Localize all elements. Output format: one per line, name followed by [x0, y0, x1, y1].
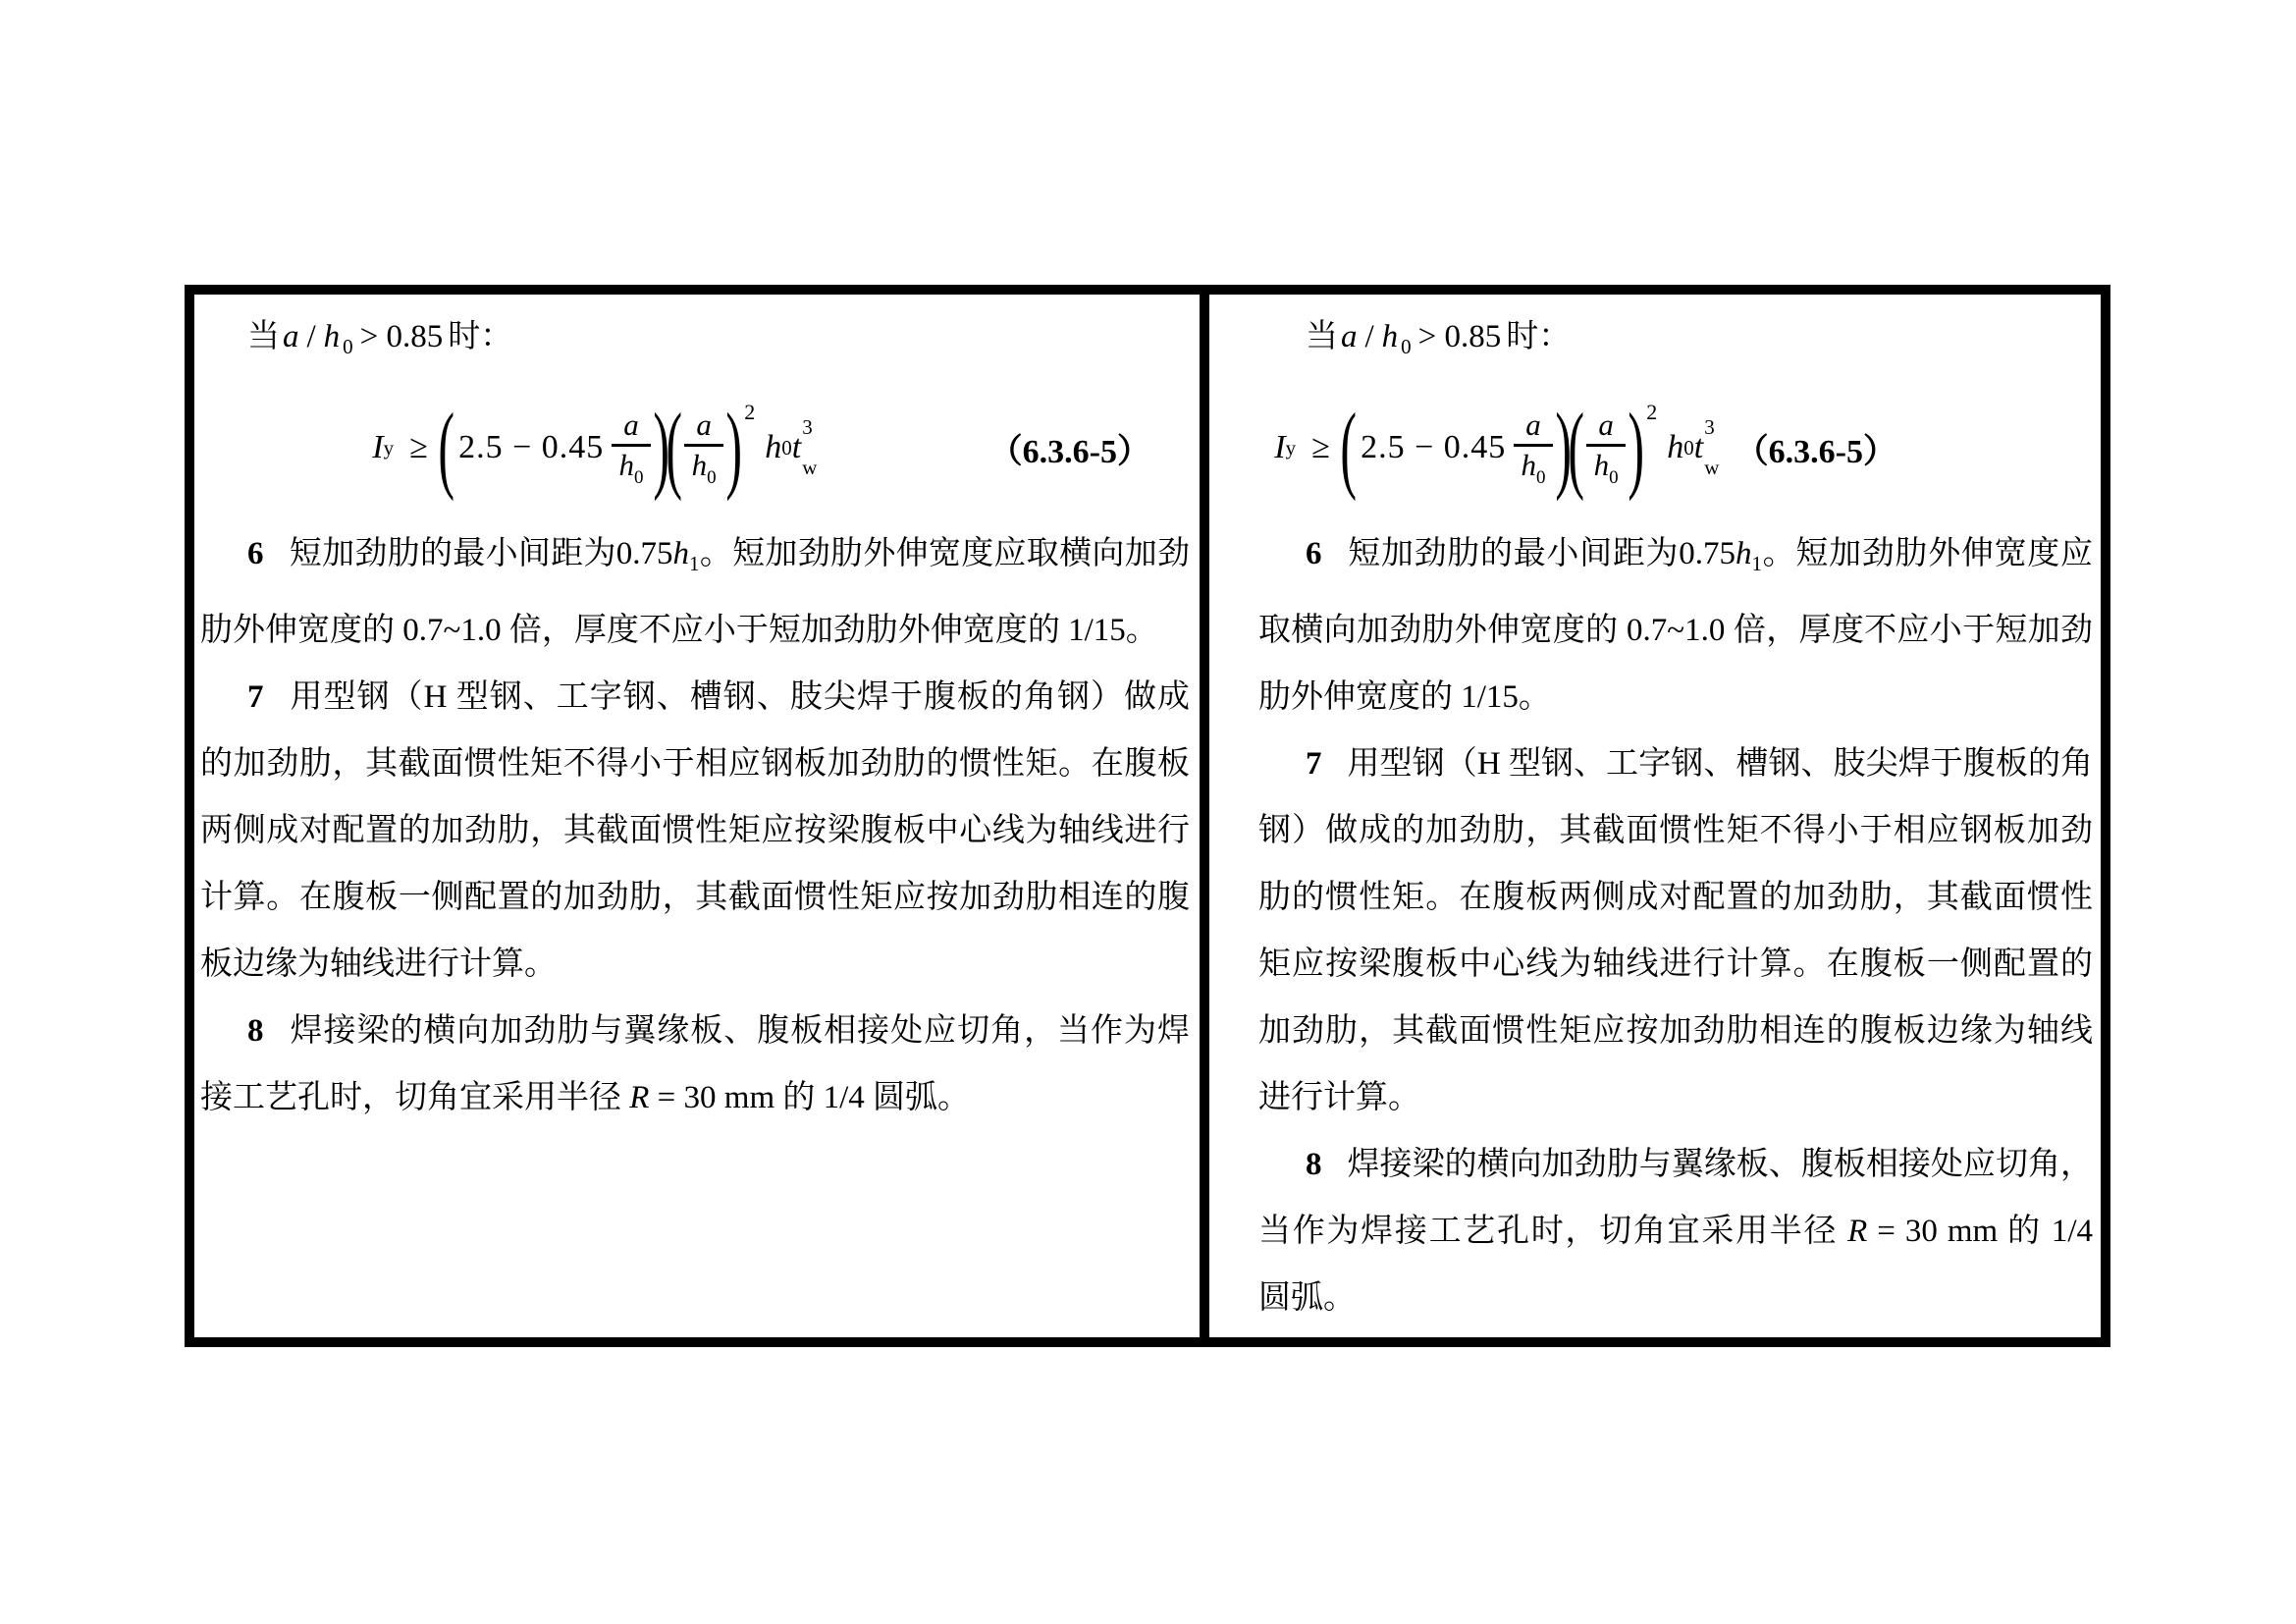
intro-h-subscript: 0	[343, 335, 353, 358]
intro-post-text: 时：	[448, 319, 513, 354]
text-segment: H	[423, 679, 456, 715]
fraction-a-over-h0	[684, 407, 723, 488]
intro-condition-line	[1258, 302, 2093, 381]
left-column-cell	[194, 295, 1200, 1337]
paragraph-number: 7	[1306, 746, 1322, 782]
paragraph-body	[1258, 1147, 2093, 1316]
paragraph-number: 8	[1306, 1147, 1322, 1182]
text-segment: 0.75	[615, 536, 673, 571]
formula-lhs-subscript: y	[383, 435, 395, 460]
fraction-numerator: a	[1586, 407, 1626, 448]
intro-slash: /	[1364, 319, 1374, 354]
var-h-subscript: 0	[1683, 435, 1694, 460]
text-segment: 焊接梁的横向加劲肋与翼缘板、腹板相接处应切角，当作为焊接工艺孔时，切角宜采用半径	[1258, 1147, 2093, 1249]
formula-6-3-6-5	[1274, 393, 1720, 502]
text-segment: 0.7~1.0	[1618, 613, 1734, 648]
text-segment: R	[1847, 1214, 1868, 1249]
fraction-numerator: a	[1514, 407, 1553, 448]
formula-6-3-6-5	[372, 393, 818, 502]
var-t: t	[791, 429, 802, 465]
denominator-var: h	[691, 448, 708, 483]
var-h: h	[1667, 429, 1684, 465]
close-paren: )	[653, 393, 669, 502]
fraction-a-over-h0	[1514, 407, 1553, 488]
close-paren: )	[725, 393, 742, 502]
relation-symbol: ≥	[409, 429, 428, 465]
denominator-var: h	[618, 448, 635, 483]
right-column-cell	[1209, 295, 2101, 1337]
squared-exponent: 2	[1646, 400, 1658, 424]
text-segment: 1/15	[1453, 679, 1519, 715]
formula-row	[1258, 383, 2093, 513]
denominator-var: h	[1521, 448, 1537, 483]
relation-symbol: ≥	[1311, 429, 1330, 465]
text-segment: 短加劲肋的最小间距为	[1347, 536, 1680, 571]
text-segment: 0.7~1.0	[395, 613, 509, 648]
text-segment: 。	[1518, 679, 1551, 715]
text-segment: 焊接梁的横向加劲肋与翼缘板、腹板相接处应切角，当作为焊接工艺孔时，切角宜采用半径	[200, 1013, 1190, 1115]
paragraph-6	[200, 520, 1190, 664]
text-segment: 倍，厚度不应小于短加劲肋外伸宽度的	[508, 613, 1060, 648]
text-segment: 圆弧。	[873, 1080, 971, 1115]
text-segment: 1/4	[823, 1080, 874, 1115]
coefficient: 2.5 − 0.45	[1361, 429, 1507, 465]
close-paren: )	[1628, 393, 1644, 502]
formula-lhs-var: I	[1274, 429, 1286, 465]
fraction-denominator	[1522, 447, 1546, 488]
paragraph-7	[1258, 731, 2093, 1131]
open-paren: (	[438, 393, 454, 502]
t-subscript: w	[802, 456, 818, 479]
text-segment: h	[672, 536, 690, 571]
text-segment: 的	[2007, 1214, 2052, 1249]
fraction-denominator	[1594, 447, 1619, 488]
text-segment: 的	[782, 1080, 824, 1115]
text-segment: H	[1476, 746, 1509, 782]
text-segment: 1	[689, 552, 700, 575]
text-segment: = 30 mm	[649, 1080, 783, 1115]
intro-var-h: h	[1381, 319, 1399, 354]
fraction-a-over-h0	[612, 407, 651, 488]
var-h: h	[765, 429, 782, 465]
intro-var-h: h	[323, 319, 341, 354]
open-paren: (	[1568, 393, 1585, 502]
squared-exponent: 2	[744, 400, 756, 424]
paragraph-6	[1258, 520, 2093, 731]
intro-post-text: 时：	[1506, 319, 1572, 354]
text-segment: 型钢、工字钢、槽钢、肢尖焊于腹板的角钢）做成的加劲肋，其截面惯性矩不得小于相应钢板加劲肋的惯性矩。在腹板两侧成对配置的加劲肋，其截面惯性矩应按梁腹板中心线为轴线进行计算。在腹板一侧配置的加劲肋，其截面惯性矩应按加劲肋相连的腹板边缘为轴线进行计算。	[1258, 746, 2094, 1115]
coefficient: 2.5 − 0.45	[458, 429, 605, 465]
fraction-numerator: a	[684, 407, 723, 448]
formula-row	[200, 383, 1190, 513]
t-superscript: 3	[802, 415, 813, 439]
denominator-subscript: 0	[1536, 467, 1546, 489]
fraction-denominator	[619, 447, 644, 488]
text-segment: 。短加劲肋外伸宽度应取横向加劲肋外伸宽度的	[200, 536, 1191, 648]
intro-var-a: a	[283, 319, 299, 354]
t-sup-sub-stack	[802, 417, 817, 478]
paragraph-8	[1258, 1131, 2093, 1331]
paragraph-7	[200, 664, 1190, 998]
denominator-var: h	[1593, 448, 1610, 483]
close-paren: )	[1555, 393, 1572, 502]
denominator-subscript: 0	[1609, 467, 1619, 489]
var-h-subscript: 0	[781, 435, 792, 460]
equation-number: （6.3.6-5）	[1735, 433, 1896, 470]
intro-condition-value: > 0.85	[1417, 319, 1502, 354]
fraction-a-over-h0	[1586, 407, 1626, 488]
text-segment: 。	[1125, 613, 1158, 648]
open-paren: (	[1340, 393, 1357, 502]
fraction-denominator	[692, 447, 717, 488]
text-segment: 用型钢（	[289, 679, 424, 715]
paragraph-body	[200, 1013, 1190, 1115]
fraction-numerator: a	[612, 407, 651, 448]
intro-h-subscript: 0	[1401, 335, 1412, 358]
text-segment: 。短加劲肋外伸宽度应取横向加劲肋外伸宽度的	[1258, 536, 2094, 648]
text-segment: = 30 mm	[1867, 1214, 2008, 1249]
paragraph-number: 8	[247, 1013, 264, 1049]
text-segment: 1/15	[1059, 613, 1126, 648]
text-segment: h	[1735, 536, 1752, 571]
paragraph-8	[200, 998, 1190, 1131]
paragraph-body	[1258, 536, 2093, 715]
equation-number: （6.3.6-5）	[988, 433, 1150, 470]
text-segment: 用型钢（	[1347, 746, 1477, 782]
two-column-table-box	[185, 285, 2110, 1347]
t-subscript: w	[1704, 456, 1720, 479]
t-superscript: 3	[1704, 415, 1715, 439]
denominator-subscript: 0	[634, 467, 644, 489]
formula-lhs-var: I	[372, 429, 384, 465]
column-divider	[1200, 295, 1209, 1337]
intro-condition-line	[200, 302, 1190, 381]
paragraph-number: 7	[247, 679, 264, 715]
open-paren: (	[666, 393, 683, 502]
denominator-subscript: 0	[707, 467, 717, 489]
intro-slash: /	[306, 319, 316, 354]
intro-var-a: a	[1341, 319, 1358, 354]
paragraph-number: 6	[247, 536, 264, 571]
formula-lhs-subscript: y	[1285, 435, 1297, 460]
paragraph-number: 6	[1306, 536, 1322, 571]
var-t: t	[1693, 429, 1704, 465]
paragraph-body	[200, 536, 1190, 648]
intro-pre-text: 当	[1306, 319, 1338, 354]
text-segment: 1/4	[2051, 1214, 2094, 1249]
text-segment: 1	[1751, 552, 1762, 575]
paragraph-body	[1258, 746, 2093, 1115]
intro-condition-value: > 0.85	[359, 319, 444, 354]
text-segment: 型钢、工字钢、槽钢、肢尖焊于腹板的角钢）做成的加劲肋，其截面惯性矩不得小于相应钢板加劲肋的惯性矩。在腹板两侧成对配置的加劲肋，其截面惯性矩应按梁腹板中心线为轴线进行计算。在腹板一侧配置的加劲肋，其截面惯性矩应按加劲肋相连的腹板边缘为轴线进行计算。	[200, 679, 1191, 982]
text-segment: 倍，厚度不应小于短加劲肋外伸宽度的	[1258, 613, 2094, 715]
t-sup-sub-stack	[1704, 417, 1719, 478]
text-segment: 圆弧。	[1258, 1280, 1356, 1316]
intro-pre-text: 当	[247, 319, 280, 354]
paragraph-body	[200, 679, 1190, 982]
text-segment: R	[629, 1080, 650, 1115]
text-segment: 0.75	[1679, 536, 1735, 571]
text-segment: 短加劲肋的最小间距为	[289, 536, 616, 571]
